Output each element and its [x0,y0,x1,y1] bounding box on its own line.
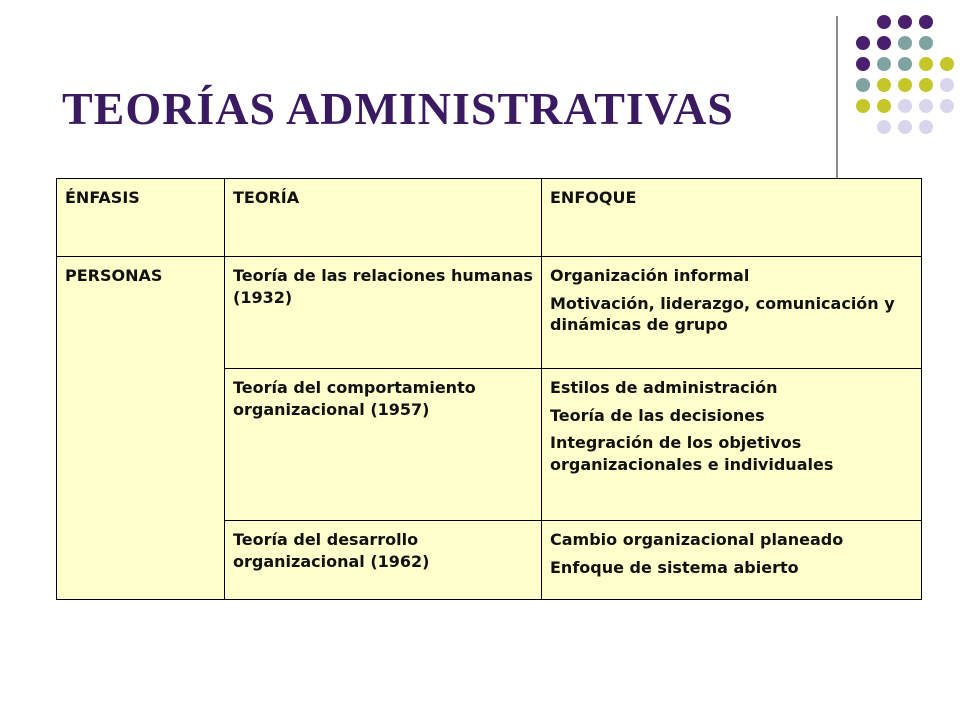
decorative-dot [877,57,891,71]
column-header-emphasis: ÉNFASIS [57,179,225,257]
theory-cell: Teoría del comportamiento organizacional (1957) [225,369,542,521]
decorative-dot [898,120,912,134]
decorative-dot [898,57,912,71]
decorative-divider-line [836,16,838,178]
decorative-dot [877,15,891,29]
column-header-focus: ENFOQUE [542,179,922,257]
focus-item: Cambio organizacional planeado [550,530,844,549]
decorative-dot [898,99,912,113]
focus-item: Organización informal [550,266,750,285]
slide-title: TEORÍAS ADMINISTRATIVAS [62,83,734,134]
focus-item: Enfoque de sistema abierto [550,557,799,577]
focus-cell [542,521,922,600]
decorative-dot [919,120,933,134]
decorative-dot [877,78,891,92]
decorative-dot [898,78,912,92]
emphasis-cell: PERSONAS [57,257,225,600]
focus-item: Integración de los objetivos organizacionales e individuales [550,433,834,474]
theories-table [56,178,922,600]
decorative-dot [919,36,933,50]
theory-cell: Teoría del desarrollo organizacional (1962) [225,521,542,600]
focus-item: Teoría de las decisiones [550,405,765,425]
column-header-theory: TEORÍA [225,179,542,257]
focus-cell [542,257,922,369]
decorative-dot [919,78,933,92]
decorative-dot [940,78,954,92]
decorative-dot [877,99,891,113]
decorative-dot [877,120,891,134]
focus-cell [542,369,922,521]
table-header-row [57,179,922,257]
decorative-dot [856,36,870,50]
decorative-dot [856,78,870,92]
decorative-dot [940,99,954,113]
decorative-dot [898,36,912,50]
theory-cell: Teoría de las relaciones humanas (1932) [225,257,542,369]
decorative-dot [898,15,912,29]
decorative-dot [940,57,954,71]
decorative-dot [877,36,891,50]
decorative-dot [856,99,870,113]
focus-item: Estilos de administración [550,378,778,397]
decorative-dot [856,57,870,71]
decorative-dot [919,57,933,71]
decorative-dot [919,99,933,113]
decorative-dot [919,15,933,29]
focus-item: Motivación, liderazgo, comunicación y dinámicas de grupo [550,293,895,335]
table-row [57,257,922,369]
